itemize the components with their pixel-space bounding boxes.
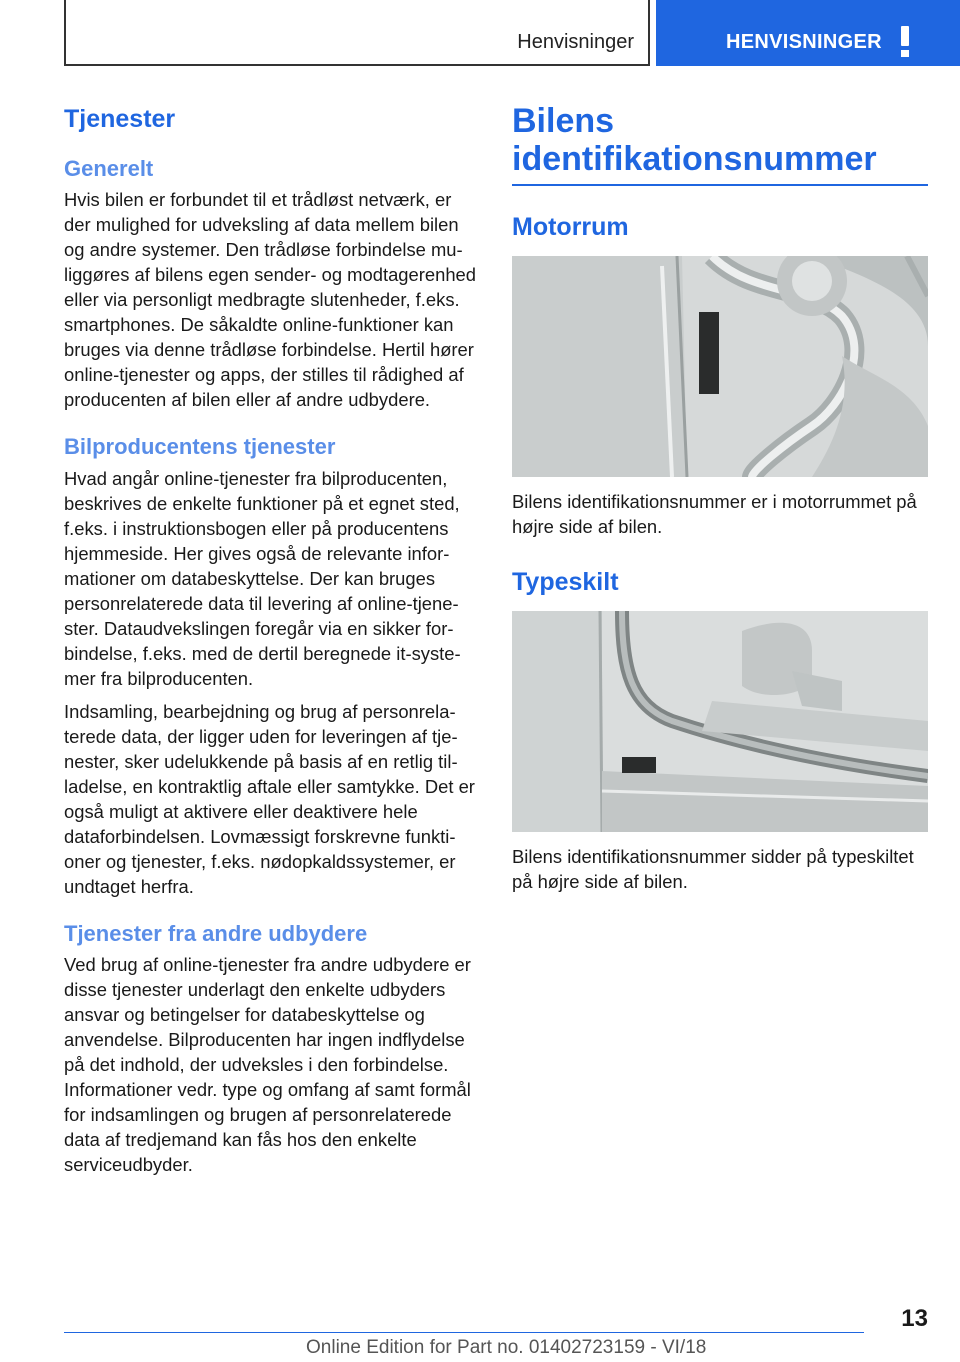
subheading-generelt: Generelt — [64, 156, 154, 181]
paragraph: Hvad angår online-tjenester fra bilproducenten, beskrives de enkelte funktioner på et egnet sted, f.eks. i instruktionsbogen eller på producentens hjemmeside. Her gives også de relevante informationer om databeskyttelse. Der kan bruges personrelaterede data til levering af online-tjenester. Dataudvekslingen foregår via en sikker forbindelse, f.eks. med de dertil beregnede it-systemer fra bilproducenten. — [64, 467, 461, 689]
caption-motorrum: Bilens identifikationsnummer er i motorrummet på højre side af bilen. — [512, 491, 917, 537]
subheading-motorrum: Motorrum — [512, 213, 629, 241]
title-rule — [512, 184, 928, 186]
exclamation-icon — [898, 26, 912, 58]
type-plate-illustration — [512, 611, 928, 832]
engine-bay-illustration — [512, 256, 928, 477]
right-column — [512, 100, 928, 894]
caption-typeskilt: Bilens identifikationsnummer sidder på typeskiltet på højre side af bilen. — [512, 846, 914, 892]
paragraph: Hvis bilen er forbundet til et trådløst netværk, er der mulighed for udveksling af data mellem bilen og andre systemer. Den trådløse forbindelse muliggøres af bilens egen sender- og modtagerenhed eller via personligt medbragte slutenheder, f.eks. smartphones. De såkaldte online-funktioner kan bruges via denne trådløse forbindelse. Hertil hører online-tjenester og apps, der stilles til rådighed af producenten af bilen eller af andre udbydere. — [64, 189, 477, 411]
subheading-typeskilt: Typeskilt — [512, 568, 619, 596]
footer-edition: Online Edition for Part no. 01402723159 - VI/18 — [306, 1337, 707, 1358]
header-chapter-tab[interactable] — [656, 0, 960, 66]
section-title-line-2: identifikationsnummer — [512, 140, 877, 178]
left-column — [64, 100, 480, 1177]
paragraph: Indsamling, bearbejdning og brug af personrelaterede data, der ligger uden for leveringen af tjenester, sker udelukkende på basis af en retlig tilladelse, en kontraktlig aftale eller samtykke. Det er også muligt at aktivere eller deaktivere hele dataforbindelsen. Lovmæssigt forskrevne funktioner og tjenester, f.eks. nødopkaldssystemer, er undtaget herfra. — [64, 700, 475, 897]
subheading-bilproducentens-tjenester: Bilproducentens tjenester — [64, 434, 336, 460]
header-section-label: Henvisninger — [517, 31, 634, 53]
header-section-box — [64, 0, 650, 66]
footer-rule — [64, 1332, 864, 1333]
subheading-tjenester-fra-andre-udbydere: Tjenester fra andre udbydere — [64, 920, 368, 946]
section-title-bilens-identifikationsnummer — [512, 102, 928, 178]
paragraph: Ved brug af online-tjenester fra andre udbydere er disse tjenester underlagt den enkelte udbyders ansvar og betingelser for databeskyttelse og anvendelse. Bilproducenten har ingen indflydelse på det indhold, der udveksles i den forbindelse. Informationer vedr. type og omfang af samt formål for indsamlingen og brugen af personrelaterede data af tredjemand kan fås hos den enkelte serviceudbyder. — [64, 954, 471, 1176]
section-title-tjenester: Tjenester — [64, 105, 176, 133]
section-title-line-1: Bilens — [512, 102, 615, 140]
page-number: 13 — [901, 1305, 928, 1332]
header-chapter-tab-label: HENVISNINGER — [726, 31, 882, 53]
